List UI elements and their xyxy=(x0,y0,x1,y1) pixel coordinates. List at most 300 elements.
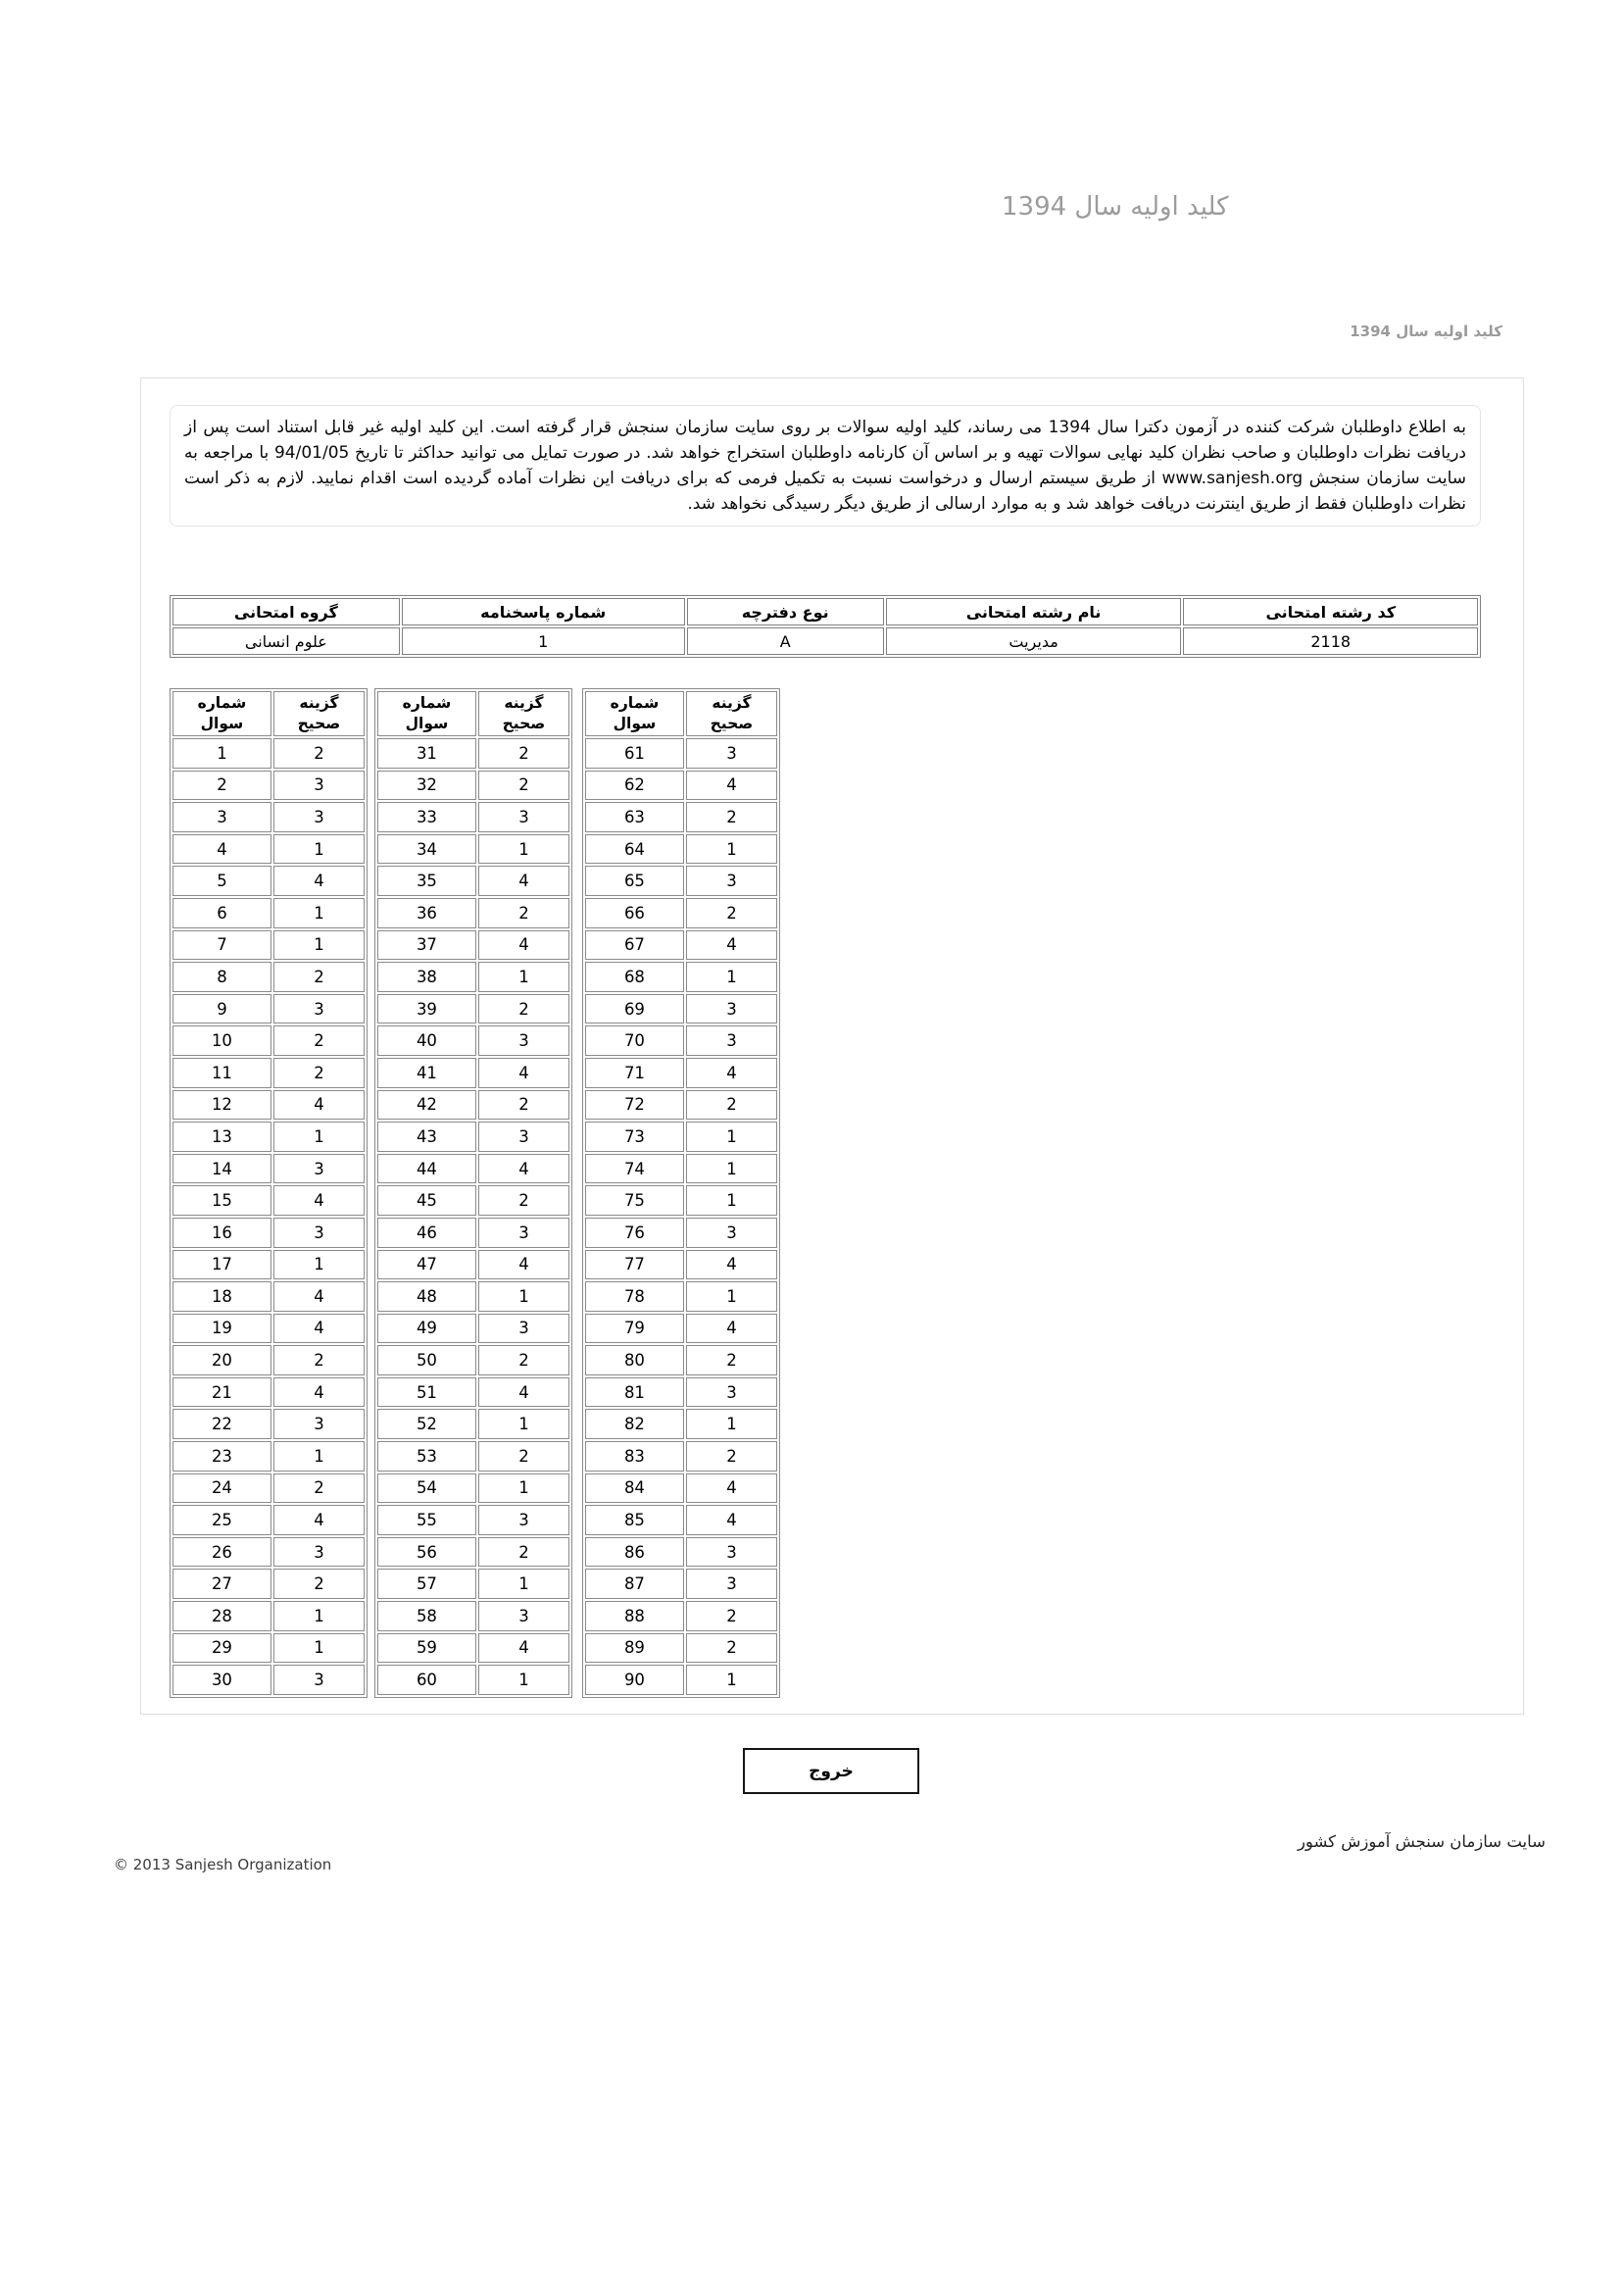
question-number-cell: 66 xyxy=(585,898,684,928)
table-row xyxy=(172,738,365,769)
table-row xyxy=(585,1154,777,1184)
question-number-cell: 57 xyxy=(377,1569,476,1599)
table-row xyxy=(585,1281,777,1312)
correct-option-cell: 4 xyxy=(273,1185,365,1216)
correct-option-cell: 4 xyxy=(478,930,569,961)
table-row xyxy=(377,738,569,769)
question-number-cell: 85 xyxy=(585,1505,684,1535)
question-number-cell: 1 xyxy=(172,738,271,769)
correct-option-cell: 3 xyxy=(478,1601,569,1631)
table-row xyxy=(585,1218,777,1248)
question-number-cell: 15 xyxy=(172,1185,271,1216)
question-number-cell: 52 xyxy=(377,1409,476,1439)
correct-option-header: گزینه صحیح xyxy=(478,691,569,736)
question-number-cell: 71 xyxy=(585,1058,684,1088)
table-row xyxy=(172,1409,365,1439)
table-row xyxy=(377,834,569,865)
table-row xyxy=(172,771,365,801)
question-number-cell: 24 xyxy=(172,1473,271,1504)
question-number-cell: 14 xyxy=(172,1154,271,1184)
exam-info-header-cell: نوع دفترچه xyxy=(687,598,884,625)
correct-option-cell: 4 xyxy=(686,1314,777,1344)
correct-option-cell: 3 xyxy=(686,866,777,896)
question-number-cell: 21 xyxy=(172,1377,271,1408)
table-row xyxy=(585,1345,777,1375)
table-row xyxy=(172,1025,365,1056)
table-row xyxy=(377,1505,569,1535)
correct-option-cell: 3 xyxy=(478,1122,569,1152)
content-panel xyxy=(140,377,1524,1715)
table-row xyxy=(585,1090,777,1121)
table-row xyxy=(377,771,569,801)
table-row xyxy=(585,1185,777,1216)
question-number-cell: 82 xyxy=(585,1409,684,1439)
table-row xyxy=(377,1090,569,1121)
table-row xyxy=(585,1122,777,1152)
correct-option-cell: 4 xyxy=(686,1505,777,1535)
correct-option-cell: 4 xyxy=(478,1633,569,1664)
answer-table-header-row xyxy=(377,691,569,736)
exam-info-value-cell: A xyxy=(687,627,884,655)
correct-option-cell: 1 xyxy=(273,1441,365,1472)
correct-option-cell: 3 xyxy=(478,1025,569,1056)
table-row xyxy=(172,1058,365,1088)
question-number-cell: 61 xyxy=(585,738,684,769)
correct-option-cell: 3 xyxy=(686,1537,777,1568)
correct-option-cell: 2 xyxy=(686,802,777,832)
correct-option-cell: 1 xyxy=(686,1154,777,1184)
correct-option-cell: 4 xyxy=(478,1250,569,1280)
correct-option-cell: 2 xyxy=(478,771,569,801)
question-number-cell: 43 xyxy=(377,1122,476,1152)
table-row xyxy=(172,1665,365,1695)
correct-option-cell: 4 xyxy=(686,771,777,801)
question-number-cell: 3 xyxy=(172,802,271,832)
question-number-cell: 64 xyxy=(585,834,684,865)
table-row xyxy=(172,1218,365,1248)
table-row xyxy=(377,1314,569,1344)
footer-copyright: © 2013 Sanjesh Organization xyxy=(114,1856,332,1873)
question-number-cell: 22 xyxy=(172,1409,271,1439)
correct-option-cell: 1 xyxy=(478,1409,569,1439)
correct-option-cell: 2 xyxy=(686,1090,777,1121)
question-number-cell: 34 xyxy=(377,834,476,865)
correct-option-cell: 3 xyxy=(273,1537,365,1568)
question-number-cell: 67 xyxy=(585,930,684,961)
table-row xyxy=(585,738,777,769)
table-row xyxy=(377,802,569,832)
question-number-cell: 13 xyxy=(172,1122,271,1152)
table-row xyxy=(377,1441,569,1472)
table-row xyxy=(585,1537,777,1568)
question-number-cell: 41 xyxy=(377,1058,476,1088)
correct-option-cell: 2 xyxy=(686,1441,777,1472)
correct-option-cell: 2 xyxy=(478,898,569,928)
correct-option-cell: 2 xyxy=(273,1569,365,1599)
question-number-cell: 33 xyxy=(377,802,476,832)
question-number-cell: 11 xyxy=(172,1058,271,1088)
correct-option-cell: 3 xyxy=(273,802,365,832)
question-number-cell: 47 xyxy=(377,1250,476,1280)
table-row xyxy=(172,802,365,832)
question-number-cell: 12 xyxy=(172,1090,271,1121)
question-number-cell: 80 xyxy=(585,1345,684,1375)
table-row xyxy=(585,1250,777,1280)
table-row xyxy=(377,898,569,928)
table-row xyxy=(377,930,569,961)
table-row xyxy=(377,1250,569,1280)
question-number-cell: 32 xyxy=(377,771,476,801)
table-row xyxy=(172,1154,365,1184)
table-row xyxy=(172,1505,365,1535)
answer-table-header-row xyxy=(585,691,777,736)
table-row xyxy=(585,1314,777,1344)
table-row xyxy=(377,962,569,992)
correct-option-cell: 3 xyxy=(478,1505,569,1535)
table-row xyxy=(172,1314,365,1344)
correct-option-cell: 4 xyxy=(686,1250,777,1280)
table-row xyxy=(585,930,777,961)
correct-option-cell: 2 xyxy=(478,1185,569,1216)
table-row xyxy=(377,1281,569,1312)
table-row xyxy=(585,1601,777,1631)
question-number-cell: 16 xyxy=(172,1218,271,1248)
correct-option-cell: 1 xyxy=(273,930,365,961)
correct-option-cell: 2 xyxy=(686,1601,777,1631)
question-number-header: شماره سوال xyxy=(585,691,684,736)
correct-option-cell: 3 xyxy=(273,1665,365,1695)
table-row xyxy=(585,1409,777,1439)
table-row xyxy=(172,1601,365,1631)
question-number-cell: 6 xyxy=(172,898,271,928)
table-row xyxy=(585,771,777,801)
correct-option-cell: 3 xyxy=(686,1218,777,1248)
correct-option-cell: 4 xyxy=(686,930,777,961)
table-row xyxy=(377,1473,569,1504)
table-row xyxy=(585,1441,777,1472)
correct-option-cell: 4 xyxy=(273,1505,365,1535)
table-row xyxy=(172,1537,365,1568)
table-row xyxy=(585,994,777,1024)
question-number-cell: 39 xyxy=(377,994,476,1024)
question-number-cell: 45 xyxy=(377,1185,476,1216)
correct-option-cell: 2 xyxy=(478,1345,569,1375)
question-number-cell: 72 xyxy=(585,1090,684,1121)
correct-option-cell: 4 xyxy=(273,1314,365,1344)
table-row xyxy=(377,1345,569,1375)
question-number-cell: 89 xyxy=(585,1633,684,1664)
correct-option-cell: 1 xyxy=(686,1281,777,1312)
question-number-cell: 73 xyxy=(585,1122,684,1152)
correct-option-cell: 4 xyxy=(478,1377,569,1408)
correct-option-cell: 3 xyxy=(273,771,365,801)
table-row xyxy=(172,1441,365,1472)
question-number-cell: 81 xyxy=(585,1377,684,1408)
question-number-cell: 29 xyxy=(172,1633,271,1664)
question-number-cell: 28 xyxy=(172,1601,271,1631)
correct-option-cell: 1 xyxy=(478,1569,569,1599)
correct-option-cell: 3 xyxy=(273,994,365,1024)
question-number-cell: 2 xyxy=(172,771,271,801)
correct-option-cell: 1 xyxy=(273,898,365,928)
exam-info-table xyxy=(170,595,1481,658)
question-number-cell: 65 xyxy=(585,866,684,896)
correct-option-cell: 3 xyxy=(273,1218,365,1248)
correct-option-cell: 1 xyxy=(478,1473,569,1504)
correct-option-cell: 2 xyxy=(478,1441,569,1472)
exam-info-value-cell: 1 xyxy=(402,627,685,655)
correct-option-cell: 3 xyxy=(686,1569,777,1599)
exam-info-header-cell: گروه امتحانی xyxy=(172,598,400,625)
correct-option-cell: 1 xyxy=(478,962,569,992)
correct-option-cell: 3 xyxy=(478,1218,569,1248)
question-number-cell: 77 xyxy=(585,1250,684,1280)
question-number-cell: 10 xyxy=(172,1025,271,1056)
correct-option-cell: 1 xyxy=(478,834,569,865)
notice-box xyxy=(170,405,1481,526)
question-number-cell: 90 xyxy=(585,1665,684,1695)
question-number-cell: 60 xyxy=(377,1665,476,1695)
correct-option-cell: 2 xyxy=(478,994,569,1024)
correct-option-cell: 1 xyxy=(686,834,777,865)
question-number-cell: 49 xyxy=(377,1314,476,1344)
table-row xyxy=(377,1185,569,1216)
correct-option-cell: 4 xyxy=(273,866,365,896)
table-row xyxy=(585,1505,777,1535)
correct-option-cell: 1 xyxy=(273,1601,365,1631)
question-number-cell: 54 xyxy=(377,1473,476,1504)
correct-option-cell: 1 xyxy=(273,1122,365,1152)
page-title: کلید اولیه سال 1394 xyxy=(1002,192,1229,222)
correct-option-cell: 4 xyxy=(273,1090,365,1121)
table-row xyxy=(172,1633,365,1664)
answer-table xyxy=(582,688,780,1698)
question-number-cell: 36 xyxy=(377,898,476,928)
table-row xyxy=(585,834,777,865)
correct-option-cell: 3 xyxy=(478,1314,569,1344)
question-number-cell: 8 xyxy=(172,962,271,992)
question-number-cell: 35 xyxy=(377,866,476,896)
question-number-cell: 42 xyxy=(377,1090,476,1121)
question-number-cell: 9 xyxy=(172,994,271,1024)
question-number-cell: 25 xyxy=(172,1505,271,1535)
question-number-cell: 27 xyxy=(172,1569,271,1599)
correct-option-cell: 3 xyxy=(686,994,777,1024)
table-row xyxy=(585,1633,777,1664)
question-number-cell: 74 xyxy=(585,1154,684,1184)
exam-info-value-row xyxy=(172,627,1478,655)
correct-option-header: گزینه صحیح xyxy=(686,691,777,736)
question-number-cell: 48 xyxy=(377,1281,476,1312)
correct-option-cell: 2 xyxy=(686,1633,777,1664)
question-number-cell: 53 xyxy=(377,1441,476,1472)
question-number-header: شماره سوال xyxy=(377,691,476,736)
table-row xyxy=(585,1473,777,1504)
question-number-cell: 17 xyxy=(172,1250,271,1280)
table-row xyxy=(377,1409,569,1439)
table-row xyxy=(377,1633,569,1664)
table-row xyxy=(172,834,365,865)
question-number-cell: 58 xyxy=(377,1601,476,1631)
correct-option-cell: 2 xyxy=(273,1345,365,1375)
correct-option-cell: 2 xyxy=(686,898,777,928)
question-number-cell: 76 xyxy=(585,1218,684,1248)
question-number-cell: 70 xyxy=(585,1025,684,1056)
table-row xyxy=(377,1569,569,1599)
correct-option-cell: 1 xyxy=(686,1185,777,1216)
table-row xyxy=(172,1377,365,1408)
table-row xyxy=(172,1345,365,1375)
correct-option-cell: 2 xyxy=(273,1058,365,1088)
question-number-cell: 37 xyxy=(377,930,476,961)
question-number-cell: 68 xyxy=(585,962,684,992)
table-row xyxy=(377,1025,569,1056)
correct-option-cell: 2 xyxy=(273,738,365,769)
table-row xyxy=(172,1250,365,1280)
correct-option-cell: 4 xyxy=(686,1058,777,1088)
answer-table xyxy=(170,688,368,1698)
question-number-cell: 88 xyxy=(585,1601,684,1631)
question-number-cell: 19 xyxy=(172,1314,271,1344)
correct-option-cell: 4 xyxy=(478,1154,569,1184)
table-row xyxy=(172,994,365,1024)
question-number-cell: 62 xyxy=(585,771,684,801)
question-number-cell: 56 xyxy=(377,1537,476,1568)
table-row xyxy=(585,962,777,992)
table-row xyxy=(172,898,365,928)
correct-option-cell: 1 xyxy=(478,1281,569,1312)
exam-info-header-cell: نام رشته امتحانی xyxy=(886,598,1182,625)
exam-info-header-row xyxy=(172,598,1478,625)
table-row xyxy=(172,1281,365,1312)
correct-option-cell: 2 xyxy=(273,1473,365,1504)
question-number-cell: 86 xyxy=(585,1537,684,1568)
table-row xyxy=(377,1122,569,1152)
question-number-cell: 46 xyxy=(377,1218,476,1248)
table-row xyxy=(377,1218,569,1248)
question-number-cell: 18 xyxy=(172,1281,271,1312)
question-number-cell: 7 xyxy=(172,930,271,961)
correct-option-cell: 1 xyxy=(273,834,365,865)
correct-option-cell: 4 xyxy=(478,1058,569,1088)
table-row xyxy=(377,1154,569,1184)
table-row xyxy=(585,1569,777,1599)
question-number-cell: 23 xyxy=(172,1441,271,1472)
correct-option-cell: 1 xyxy=(686,962,777,992)
question-number-cell: 83 xyxy=(585,1441,684,1472)
table-row xyxy=(172,930,365,961)
table-row xyxy=(172,1122,365,1152)
question-number-cell: 38 xyxy=(377,962,476,992)
question-number-cell: 20 xyxy=(172,1345,271,1375)
question-number-cell: 51 xyxy=(377,1377,476,1408)
table-row xyxy=(172,1185,365,1216)
question-number-cell: 4 xyxy=(172,834,271,865)
question-number-cell: 31 xyxy=(377,738,476,769)
correct-option-cell: 1 xyxy=(273,1250,365,1280)
table-row xyxy=(585,866,777,896)
correct-option-cell: 1 xyxy=(686,1665,777,1695)
page-subtitle: کلید اولیه سال 1394 xyxy=(1350,323,1502,340)
correct-option-cell: 4 xyxy=(273,1281,365,1312)
correct-option-cell: 2 xyxy=(478,1090,569,1121)
correct-option-cell: 2 xyxy=(478,1537,569,1568)
table-row xyxy=(172,1473,365,1504)
table-row xyxy=(585,898,777,928)
exam-info-value-cell: مدیریت xyxy=(886,627,1182,655)
table-row xyxy=(172,1569,365,1599)
table-row xyxy=(377,1058,569,1088)
question-number-cell: 75 xyxy=(585,1185,684,1216)
question-number-cell: 5 xyxy=(172,866,271,896)
question-number-cell: 63 xyxy=(585,802,684,832)
correct-option-cell: 3 xyxy=(273,1154,365,1184)
correct-option-cell: 1 xyxy=(686,1122,777,1152)
question-number-cell: 44 xyxy=(377,1154,476,1184)
table-row xyxy=(377,866,569,896)
exam-info-header-cell: شماره پاسخنامه xyxy=(402,598,685,625)
table-row xyxy=(585,1377,777,1408)
correct-option-cell: 2 xyxy=(273,962,365,992)
question-number-cell: 55 xyxy=(377,1505,476,1535)
exam-info-value-cell: 2118 xyxy=(1183,627,1478,655)
table-row xyxy=(377,1537,569,1568)
exam-info-value-cell: علوم انسانی xyxy=(172,627,400,655)
table-row xyxy=(585,1665,777,1695)
question-number-cell: 59 xyxy=(377,1633,476,1664)
correct-option-cell: 1 xyxy=(686,1409,777,1439)
question-number-cell: 79 xyxy=(585,1314,684,1344)
question-number-cell: 40 xyxy=(377,1025,476,1056)
question-number-cell: 87 xyxy=(585,1569,684,1599)
correct-option-cell: 4 xyxy=(478,866,569,896)
exit-button[interactable]: خروج xyxy=(743,1748,919,1794)
correct-option-cell: 3 xyxy=(273,1409,365,1439)
question-number-cell: 30 xyxy=(172,1665,271,1695)
notice-text: به اطلاع داوطلبان شرکت کننده در آزمون دکترا سال 1394 می رساند، کلید اولیه سوالات بر روی سایت سازمان سنجش قرار گرفته است. این کلید اولیه غیر قابل استناد است پس از دریافت نظرات داوطلبان و صاحب نظران کلید نهایی سوالات تهیه و بر اساس آن کارنامه داوطلبان استخراج خواهد شد. در صورت تمایل می توانید حداکثر تا تاریخ 94/01/05 با مراجعه به سایت سازمان سنجش www.sanjesh.org از طریق سیستم ارسال و درخواست نسبت به تکمیل فرمی که برای دریافت این نظرات آماده گردیده است اقدام نمایید. لازم به ذکر است نظرات داوطلبان فقط از طریق اینترنت دریافت خواهد شد و به موارد ارسالی از طریق دیگر رسیدگی نخواهد شد. xyxy=(184,418,1467,514)
table-row xyxy=(585,1025,777,1056)
exam-info-header-cell: کد رشته امتحانی xyxy=(1183,598,1478,625)
correct-option-cell: 4 xyxy=(273,1377,365,1408)
correct-option-cell: 4 xyxy=(686,1473,777,1504)
correct-option-cell: 3 xyxy=(478,802,569,832)
table-row xyxy=(377,1601,569,1631)
correct-option-cell: 2 xyxy=(273,1025,365,1056)
table-row xyxy=(585,1058,777,1088)
question-number-cell: 69 xyxy=(585,994,684,1024)
table-row xyxy=(377,994,569,1024)
table-row xyxy=(172,962,365,992)
correct-option-cell: 3 xyxy=(686,1377,777,1408)
question-number-cell: 78 xyxy=(585,1281,684,1312)
table-row xyxy=(172,1090,365,1121)
question-number-cell: 50 xyxy=(377,1345,476,1375)
answer-table xyxy=(374,688,572,1698)
correct-option-cell: 3 xyxy=(686,1025,777,1056)
table-row xyxy=(377,1377,569,1408)
correct-option-cell: 2 xyxy=(478,738,569,769)
question-number-cell: 26 xyxy=(172,1537,271,1568)
table-row xyxy=(172,866,365,896)
footer-site-name: سایت سازمان سنجش آموزش کشور xyxy=(1297,1832,1546,1851)
table-row xyxy=(585,802,777,832)
correct-option-cell: 1 xyxy=(478,1665,569,1695)
table-row xyxy=(377,1665,569,1695)
answer-table-header-row xyxy=(172,691,365,736)
correct-option-cell: 2 xyxy=(686,1345,777,1375)
question-number-header: شماره سوال xyxy=(172,691,271,736)
correct-option-header: گزینه صحیح xyxy=(273,691,365,736)
